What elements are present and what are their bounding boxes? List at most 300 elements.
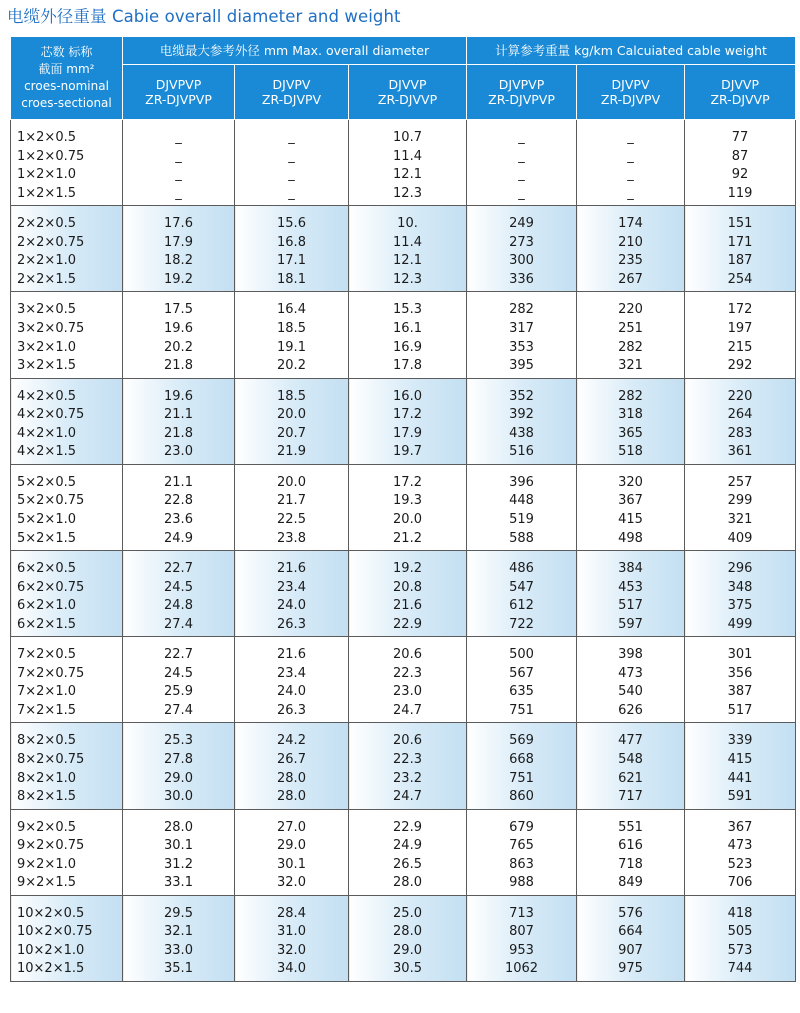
cell-value: 18.1 (277, 271, 306, 287)
cell-value: 664 (618, 924, 643, 940)
cell-value: 21.6 (277, 560, 306, 576)
cell-value: 367 (618, 493, 643, 509)
header-col-2 (235, 65, 349, 120)
value-cell (123, 723, 235, 809)
cell-value: 975 (618, 961, 643, 977)
cell-value: 28.0 (393, 924, 422, 940)
cell-value: 19.6 (164, 320, 193, 336)
cell-value: 988 (509, 875, 534, 891)
value-cell (685, 378, 796, 464)
spec-value: 6×2×1.0 (17, 598, 77, 614)
spec-value: 5×2×1.5 (17, 530, 77, 546)
cell-value: 339 (727, 733, 753, 749)
cell-value: 24.0 (277, 684, 306, 700)
cell-value: 187 (727, 253, 753, 269)
cell-value: 20.0 (277, 407, 306, 423)
cell-value: 635 (509, 684, 534, 700)
cell-value: 505 (727, 924, 753, 940)
table-row (11, 895, 796, 981)
value-cell (467, 723, 577, 809)
cell-value: 23.0 (393, 684, 422, 700)
cell-value: 367 (727, 819, 753, 835)
cell-value: 23.2 (393, 770, 422, 786)
cell-value: 318 (618, 407, 643, 423)
cell-value: 296 (727, 560, 753, 576)
cell-value: 518 (618, 444, 643, 460)
cell-value: 30.0 (164, 789, 193, 805)
cell-value: 597 (618, 616, 643, 632)
cell-value: 20.8 (393, 579, 422, 595)
cell-value: 28.0 (277, 789, 306, 805)
model-name: ZR-DJVPVP (488, 92, 555, 107)
value-cell (123, 464, 235, 550)
spec-value: 5×2×0.75 (17, 493, 85, 509)
cell-value: 519 (509, 511, 534, 527)
spec-value: 6×2×1.5 (17, 616, 77, 632)
cell-value: 21.2 (393, 530, 422, 546)
value-cell (577, 637, 685, 723)
model-name: ZR-DJVVP (710, 92, 770, 107)
cell-value: 283 (727, 425, 753, 441)
cell-value: _ (288, 148, 295, 164)
cell-value: 254 (727, 271, 753, 287)
value-cell (349, 637, 467, 723)
cell-value: 387 (727, 684, 753, 700)
model-name: DJVPV (611, 77, 650, 92)
cell-value: 679 (509, 819, 534, 835)
cell-value: 19.2 (164, 271, 193, 287)
cell-value: 215 (727, 339, 753, 355)
spec-cell (11, 723, 123, 809)
cell-value: 317 (509, 320, 534, 336)
cell-value: 22.7 (164, 560, 193, 576)
model-name: DJVVP (388, 77, 427, 92)
cell-value: 499 (727, 616, 753, 632)
value-cell (577, 120, 685, 206)
value-cell (349, 809, 467, 895)
value-cell (577, 378, 685, 464)
value-cell (467, 464, 577, 550)
cell-value: 498 (618, 530, 643, 546)
cell-value: 807 (509, 924, 534, 940)
cell-value: 17.6 (164, 216, 193, 232)
cable-table-container (10, 36, 795, 982)
cell-value: 10.7 (393, 130, 422, 145)
cell-value: 251 (618, 320, 643, 336)
cell-value: 25.9 (164, 684, 193, 700)
cell-value: 21.8 (164, 425, 193, 441)
value-cell (577, 895, 685, 981)
value-cell (467, 378, 577, 464)
cell-value: 744 (727, 961, 753, 977)
cell-value: 20.2 (277, 358, 306, 374)
cell-value: 87 (731, 148, 749, 164)
cell-value: 320 (618, 474, 643, 490)
corner-line: 芯数 标称 (40, 45, 93, 59)
cell-value: 321 (727, 511, 753, 527)
cell-value: 77 (731, 130, 749, 145)
cell-value: 486 (509, 560, 534, 576)
model-name: DJVPVP (155, 77, 202, 92)
cell-value: 398 (618, 647, 643, 663)
cell-value: 717 (618, 789, 643, 805)
value-cell (349, 120, 467, 206)
value-cell (235, 809, 349, 895)
cell-value: 20.0 (277, 474, 306, 490)
header-row-models (11, 65, 796, 120)
spec-value: 3×2×1.0 (17, 339, 77, 355)
spec-value: 10×2×1.5 (17, 961, 85, 977)
value-cell (235, 895, 349, 981)
cell-value: _ (175, 167, 182, 183)
cell-value: 336 (509, 271, 534, 287)
cell-value: 31.2 (164, 856, 193, 872)
cell-value: 17.9 (393, 425, 422, 441)
cell-value: 23.8 (277, 530, 306, 546)
value-cell (235, 292, 349, 378)
cell-value: 92 (731, 167, 749, 183)
table-row (11, 378, 796, 464)
spec-cell (11, 895, 123, 981)
spec-value: 1×2×1.0 (17, 167, 77, 183)
cell-value: 264 (727, 407, 753, 423)
cell-value: 500 (509, 647, 534, 663)
cell-value: 547 (509, 579, 534, 595)
cell-value: 849 (618, 875, 643, 891)
cell-value: 220 (727, 388, 753, 404)
cell-value: 171 (727, 234, 753, 250)
cell-value: 569 (509, 733, 534, 749)
cell-value: 34.0 (277, 961, 306, 977)
spec-value: 10×2×0.75 (17, 924, 93, 940)
spec-value: 2×2×1.5 (17, 271, 77, 287)
value-cell (349, 292, 467, 378)
cell-value: 16.0 (393, 388, 422, 404)
cell-value: 24.5 (164, 579, 193, 595)
cell-value: 24.2 (277, 733, 306, 749)
spec-value: 9×2×1.5 (17, 875, 77, 891)
cell-value: 19.2 (393, 560, 422, 576)
spec-value: 9×2×0.75 (17, 838, 85, 854)
cell-value: 16.9 (393, 339, 422, 355)
cell-value: 751 (509, 770, 534, 786)
cell-value: 588 (509, 530, 534, 546)
value-cell (349, 723, 467, 809)
header-col-6 (685, 65, 796, 120)
spec-cell (11, 550, 123, 636)
cell-value: 626 (618, 702, 643, 718)
header-col-3 (349, 65, 467, 120)
cell-value: 706 (727, 875, 753, 891)
model-name: ZR-DJVPV (600, 92, 661, 107)
spec-value: 2×2×0.75 (17, 234, 85, 250)
cell-value: 29.0 (164, 770, 193, 786)
cell-value: 235 (618, 253, 643, 269)
value-cell (467, 637, 577, 723)
spec-cell (11, 206, 123, 292)
cell-value: 20.0 (393, 511, 422, 527)
table-row (11, 464, 796, 550)
cell-value: 356 (727, 665, 753, 681)
cell-value: 29.5 (164, 905, 193, 921)
cell-value: 418 (727, 905, 753, 921)
cell-value: 11.4 (393, 148, 422, 164)
cell-value: 477 (618, 733, 643, 749)
cell-value: _ (627, 148, 634, 164)
value-cell (123, 637, 235, 723)
value-cell (123, 895, 235, 981)
cell-value: 12.1 (393, 253, 422, 269)
value-cell (235, 120, 349, 206)
corner-line: croes-nominal (24, 79, 109, 93)
cell-value: 151 (727, 216, 753, 232)
value-cell (235, 206, 349, 292)
table-row (11, 120, 796, 206)
spec-value: 9×2×1.0 (17, 856, 77, 872)
cell-value: 907 (618, 942, 643, 958)
value-cell (685, 637, 796, 723)
model-name: ZR-DJVVP (377, 92, 438, 107)
cell-value: 540 (618, 684, 643, 700)
value-cell (685, 550, 796, 636)
cell-value: 20.6 (393, 733, 422, 749)
cell-value: 713 (509, 905, 534, 921)
cell-value: 292 (727, 358, 753, 374)
table-row (11, 550, 796, 636)
cell-value: 33.1 (164, 875, 193, 891)
cell-value: 24.7 (393, 702, 422, 718)
cell-value: _ (288, 167, 295, 183)
cell-value: 32.1 (164, 924, 193, 940)
cell-value: 26.5 (393, 856, 422, 872)
cell-value: 352 (509, 388, 534, 404)
cell-value: _ (518, 167, 525, 183)
cell-value: 384 (618, 560, 643, 576)
cell-value: 31.0 (277, 924, 306, 940)
cell-value: 453 (618, 579, 643, 595)
cell-value: 33.0 (164, 942, 193, 958)
cell-value: 22.5 (277, 511, 306, 527)
cell-value: 591 (727, 789, 753, 805)
cell-value: 27.0 (277, 819, 306, 835)
value-cell (467, 206, 577, 292)
table-row (11, 206, 796, 292)
cell-value: 612 (509, 598, 534, 614)
spec-cell (11, 809, 123, 895)
cell-value: 28.0 (393, 875, 422, 891)
cell-value: _ (288, 185, 295, 201)
cell-value: 27.4 (164, 702, 193, 718)
value-cell (685, 464, 796, 550)
spec-value: 4×2×0.75 (17, 407, 85, 423)
value-cell (577, 550, 685, 636)
cell-value: 12.1 (393, 167, 422, 183)
cell-value: 28.4 (277, 905, 306, 921)
cell-value: _ (175, 148, 182, 164)
cell-value: 172 (727, 302, 753, 318)
spec-value: 4×2×1.0 (17, 425, 77, 441)
header-col-1 (123, 65, 235, 120)
cell-value: 267 (618, 271, 643, 287)
cell-value: 16.4 (277, 302, 306, 318)
value-cell (349, 206, 467, 292)
value-cell (235, 723, 349, 809)
cell-value: 23.4 (277, 579, 306, 595)
cell-value: 448 (509, 493, 534, 509)
value-cell (123, 120, 235, 206)
cell-value: 22.9 (393, 616, 422, 632)
page-title: 电缆外径重量 Cabie overall diameter and weight (7, 7, 401, 26)
cell-value: 409 (727, 530, 753, 546)
model-name: ZR-DJVPV (261, 92, 322, 107)
cell-value: 19.3 (393, 493, 422, 509)
cell-value: 32.0 (277, 942, 306, 958)
cable-spec-table (10, 36, 796, 982)
cell-value: 16.8 (277, 234, 306, 250)
cell-value: 573 (727, 942, 753, 958)
cell-value: _ (288, 130, 295, 145)
cell-value: 523 (727, 856, 753, 872)
spec-value: 5×2×1.0 (17, 511, 77, 527)
value-cell (123, 292, 235, 378)
spec-value: 7×2×1.5 (17, 702, 77, 718)
cell-value: 21.1 (164, 407, 193, 423)
model-name: DJVPVP (498, 77, 545, 92)
value-cell (349, 378, 467, 464)
value-cell (235, 464, 349, 550)
header-corner (11, 37, 123, 120)
spec-value: 3×2×0.5 (17, 302, 77, 318)
value-cell (467, 292, 577, 378)
cell-value: 722 (509, 616, 534, 632)
value-cell (467, 550, 577, 636)
model-name: DJVPV (272, 77, 311, 92)
value-cell (577, 723, 685, 809)
spec-value: 1×2×0.5 (17, 130, 77, 145)
cell-value: 29.0 (277, 838, 306, 854)
cell-value: 28.0 (277, 770, 306, 786)
value-cell (685, 809, 796, 895)
cell-value: 23.0 (164, 444, 193, 460)
cell-value: 19.7 (393, 444, 422, 460)
spec-value: 2×2×0.5 (17, 216, 77, 232)
table-row (11, 809, 796, 895)
cell-value: 17.5 (164, 302, 193, 318)
table-row (11, 723, 796, 809)
cell-value: 15.3 (393, 302, 422, 318)
header-row-groups (11, 37, 796, 65)
cell-value: 718 (618, 856, 643, 872)
cell-value: 24.7 (393, 789, 422, 805)
cell-value: 26.7 (277, 751, 306, 767)
cell-value: 174 (618, 216, 643, 232)
value-cell (577, 464, 685, 550)
cell-value: 392 (509, 407, 534, 423)
cell-value: 30.5 (393, 961, 422, 977)
cell-value: 19.1 (277, 339, 306, 355)
value-cell (349, 464, 467, 550)
cell-value: 22.8 (164, 493, 193, 509)
spec-value: 1×2×0.75 (17, 148, 85, 164)
cell-value: 273 (509, 234, 534, 250)
cell-value: 576 (618, 905, 643, 921)
spec-value: 10×2×0.5 (17, 905, 85, 921)
cell-value: 395 (509, 358, 534, 374)
cell-value: 24.5 (164, 665, 193, 681)
spec-value: 4×2×1.5 (17, 444, 77, 460)
header-col-5 (577, 65, 685, 120)
cell-value: 32.0 (277, 875, 306, 891)
value-cell (235, 550, 349, 636)
spec-value: 5×2×0.5 (17, 474, 77, 490)
cell-value: 516 (509, 444, 534, 460)
cell-value: 21.7 (277, 493, 306, 509)
cell-value: 517 (727, 702, 753, 718)
cell-value: 17.1 (277, 253, 306, 269)
cell-value: 20.2 (164, 339, 193, 355)
cell-value: 26.3 (277, 616, 306, 632)
cell-value: 20.7 (277, 425, 306, 441)
spec-cell (11, 637, 123, 723)
value-cell (685, 723, 796, 809)
cell-value: 18.5 (277, 388, 306, 404)
cell-value: 22.9 (393, 819, 422, 835)
cell-value: 668 (509, 751, 534, 767)
cell-value: 30.1 (277, 856, 306, 872)
cell-value: 21.1 (164, 474, 193, 490)
cell-value: 15.6 (277, 216, 306, 232)
cell-value: 567 (509, 665, 534, 681)
cell-value: 17.8 (393, 358, 422, 374)
spec-value: 7×2×0.5 (17, 647, 77, 663)
spec-value: 6×2×0.5 (17, 560, 77, 576)
cell-value: 26.3 (277, 702, 306, 718)
cell-value: 396 (509, 474, 534, 490)
spec-value: 6×2×0.75 (17, 579, 85, 595)
cell-value: 23.6 (164, 511, 193, 527)
cell-value: 28.0 (164, 819, 193, 835)
cell-value: 20.6 (393, 647, 422, 663)
cell-value: 30.1 (164, 838, 193, 854)
value-cell (123, 206, 235, 292)
cell-value: 299 (727, 493, 753, 509)
cell-value: _ (627, 167, 634, 183)
cell-value: 17.2 (393, 474, 422, 490)
value-cell (577, 809, 685, 895)
cell-value: 21.9 (277, 444, 306, 460)
value-cell (349, 550, 467, 636)
value-cell (349, 895, 467, 981)
cell-value: 551 (618, 819, 643, 835)
value-cell (467, 809, 577, 895)
cell-value: 119 (727, 185, 753, 201)
cell-value: 257 (727, 474, 753, 490)
table-row (11, 637, 796, 723)
value-cell (123, 378, 235, 464)
cell-value: 18.5 (277, 320, 306, 336)
cell-value: 375 (727, 598, 753, 614)
cell-value: 415 (618, 511, 643, 527)
cell-value: 19.6 (164, 388, 193, 404)
cell-value: 12.3 (393, 185, 422, 201)
cell-value: 24.0 (277, 598, 306, 614)
cell-value: 18.2 (164, 253, 193, 269)
cell-value: 16.1 (393, 320, 422, 336)
value-cell (685, 292, 796, 378)
cell-value: 249 (509, 216, 534, 232)
cell-value: 361 (727, 444, 753, 460)
value-cell (467, 120, 577, 206)
